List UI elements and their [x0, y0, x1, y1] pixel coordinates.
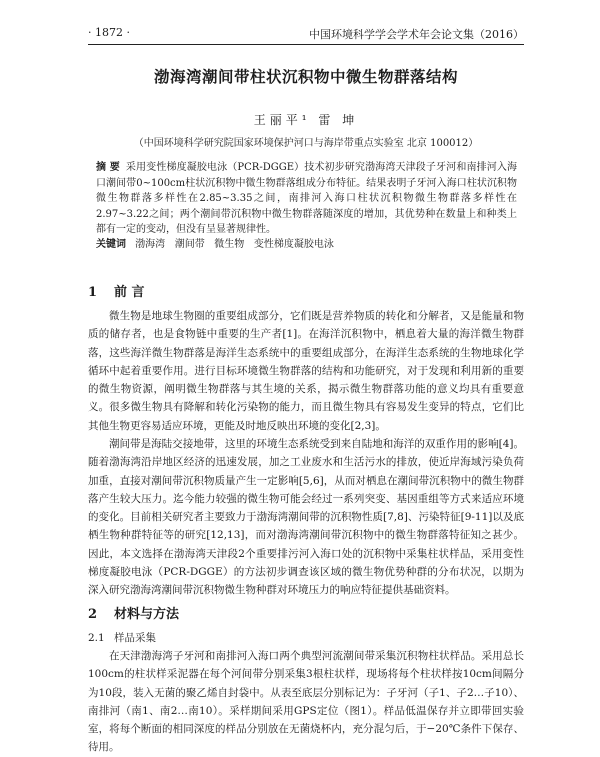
body-paragraph: 微生物是地球生物圈的重要组成部分，它们既是营养物质的转化和分解者，又是能量和物质的储存者，也是食物链中重要的生产者[1]。在海洋沉积物中，栖息着大量的海洋微生物群落，这些海洋微生物群落是海洋生态系统中的重要组成部分，在海洋生态系统的生物地球化学循环中起着重要作用。进行目标环境微生物群落的结构和功能研究，对于发现和利用新的重要的微生物资源，阐明微生物群落与其生境的关系，揭示微生物群落功能的意义均具有重要意义。很多微生物具有降解和转化污染物的能力，而且微生物具有容易发生变异的特点，它们比其他生物更容易适应环境，更能及时地反映出环境的变化[2,3]。: [88, 310, 524, 432]
section-number: 1: [88, 285, 98, 300]
body-paragraph: 潮间带是海陆交接地带，这里的环境生态系统受到来自陆地和海洋的双重作用的影响[4]。随着渤海湾沿岸地区经济的迅速发展，加之工业废水和生活污水的排放，使近岸海域污染负荷加重，直接对潮间带沉积物质量产生一定影响[5,6]，从而对栖息在潮间带沉积物中的微生物群落产生较大压力。迄今能力较强的微生物可能会经过一系列突变、基因重组等方式来适应环境的变化。目前相关研究者主要致力于渤海湾潮间带的沉积物性质[7,8]、污染特征[9-11]以及底栖生物种群特征等的研究[12,13]，而对渤海湾潮间带沉积物中的微生物群落特征知之甚少。因此，本文选择在渤海湾天津段2个重要排污河入海口处的沉积物中采集柱状样品，采用变性梯度凝胶电泳（PCR-DGGE）的方法初步调查该区域的微生物优势种群的分布状况，以期为深入研究渤海湾潮间带沉积物微生物种群对环境压力的响应特征提供基础资料。: [88, 438, 524, 597]
running-header: [88, 24, 524, 44]
header-rule: [88, 44, 524, 45]
page-number: · 1872 ·: [88, 26, 130, 39]
section-title: 材料与方法: [114, 607, 180, 622]
keyword: 变性梯度凝胶电泳: [253, 239, 334, 250]
abstract-label: 摘 要: [96, 162, 120, 173]
section-heading-introduction: [88, 281, 145, 300]
journal-title: 中国环境科学学会学术年会论文集（2016）: [309, 28, 524, 41]
section-title: 前 言: [114, 285, 145, 300]
keywords-label: 关键词: [96, 239, 126, 250]
article-authors: 王丽平¹ 雷 坤: [253, 113, 359, 127]
keyword: 微生物: [214, 239, 245, 250]
keyword: 潮间带: [174, 239, 205, 250]
subsection-number: 2.1: [88, 632, 105, 644]
keywords: [96, 237, 517, 252]
keyword: 渤海湾: [135, 239, 166, 250]
abstract-text: 采用变性梯度凝胶电泳（PCR-DGGE）技术初步研究渤海湾天津段子牙河和南排河入海口潮间带0~100cm柱状沉积物中微生物群落组成分布特征。结果表明子牙河入海口柱状沉积物微生物群落多样性在2.85~3.35之间，南排河入海口柱状沉积物微生物群落多样性在2.97~3.22之间；两个潮间带沉积物中微生物群落随深度的增加，其优势种在数量上和种类上都有一定的变动，但没有呈显著规律性。: [96, 162, 517, 235]
section-number: 2: [88, 607, 98, 622]
subsection-heading-sampling: [88, 630, 156, 645]
body-paragraph: 在天津渤海湾子牙河和南排河入海口两个典型河流潮间带采集沉积物柱状样品。采用总长100cm的柱状样采泥器在每个河间带分别采集3根柱状样，现场将每个柱状样按10cm间隔分为10段，装入无菌的聚乙烯自封袋中。从表至底层分别标记为：子牙河（子1、子2…子10）、南排河（南1、南2…南10）。采样期间采用GPS定位（图1）。样品低温保存并立即带回实验室，将每个断面的相同深度的样品分别放在无菌烧杯内，充分混匀后，于−20℃条件下保存、待用。: [88, 650, 524, 754]
abstract: [96, 160, 517, 238]
section-heading-materials-methods: [88, 603, 179, 622]
article-title: 渤海湾潮间带柱状沉积物中微生物群落结构: [153, 67, 458, 86]
author-affiliation: （中国环境科学研究院国家环境保护河口与海岸带重点实验室 北京 100012）: [133, 138, 479, 149]
subsection-title: 样品采集: [114, 632, 156, 644]
